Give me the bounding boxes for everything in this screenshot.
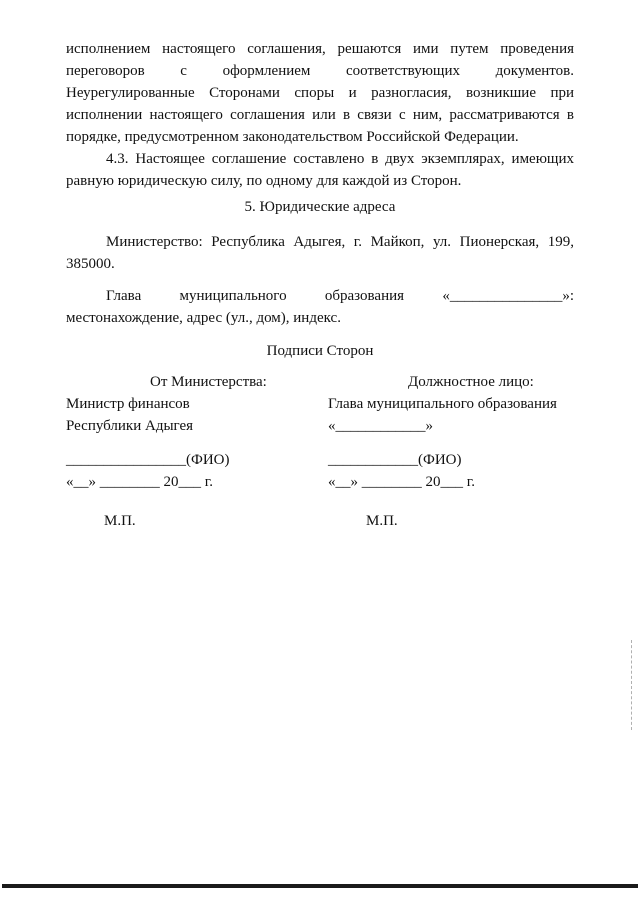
right-seal-mark: М.П.	[366, 513, 398, 529]
right-date-line: «__» ________ 20___ г.	[328, 474, 475, 490]
left-signer-title-line-1: Министр финансов	[66, 396, 190, 412]
left-column-heading: От Министерства:	[150, 374, 267, 390]
right-signer-title-line-1: Глава муниципального образования	[328, 396, 557, 412]
signatures-heading: Подписи Сторон	[266, 343, 374, 359]
paragraph-continuation: исполнением настоящего соглашения, решаются ими путем проведения переговоров с оформлением соответствующих документов. Неурегулированные Сторонами споры и разногласия, возникшие при исполнении настоящего соглашения или в связи с ним, рассматриваются в порядке, предусмотренном законодательством Российской Федерации.	[66, 41, 574, 145]
section-5-heading: 5. Юридические адреса	[244, 199, 396, 215]
left-signer-title-line-2: Республики Адыгея	[66, 418, 194, 434]
head-address-line-1: Глава муниципального образования «_______________»:	[106, 288, 574, 304]
left-seal-mark: М.П.	[104, 513, 136, 529]
head-address-line-2: местонахождение, адрес (ул., дом), индекс.	[66, 310, 341, 326]
right-column-heading: Должностное лицо:	[408, 374, 534, 390]
right-signer-title-line-2: «____________»	[328, 418, 433, 434]
right-fio-line: ____________(ФИО)	[328, 452, 462, 468]
left-date-line: «__» ________ 20___ г.	[66, 474, 213, 490]
left-fio-line: ________________(ФИО)	[66, 452, 230, 468]
bottom-border-line	[2, 884, 638, 888]
scan-edge-mark	[631, 640, 633, 730]
paragraph-4-3: 4.3. Настоящее соглашение составлено в двух экземплярах, имеющих равную юридическую силу, по одному для каждой из Сторон.	[66, 151, 574, 189]
ministry-address: Министерство: Республика Адыгея, г. Майкоп, ул. Пионерская, 199, 385000.	[66, 234, 574, 272]
